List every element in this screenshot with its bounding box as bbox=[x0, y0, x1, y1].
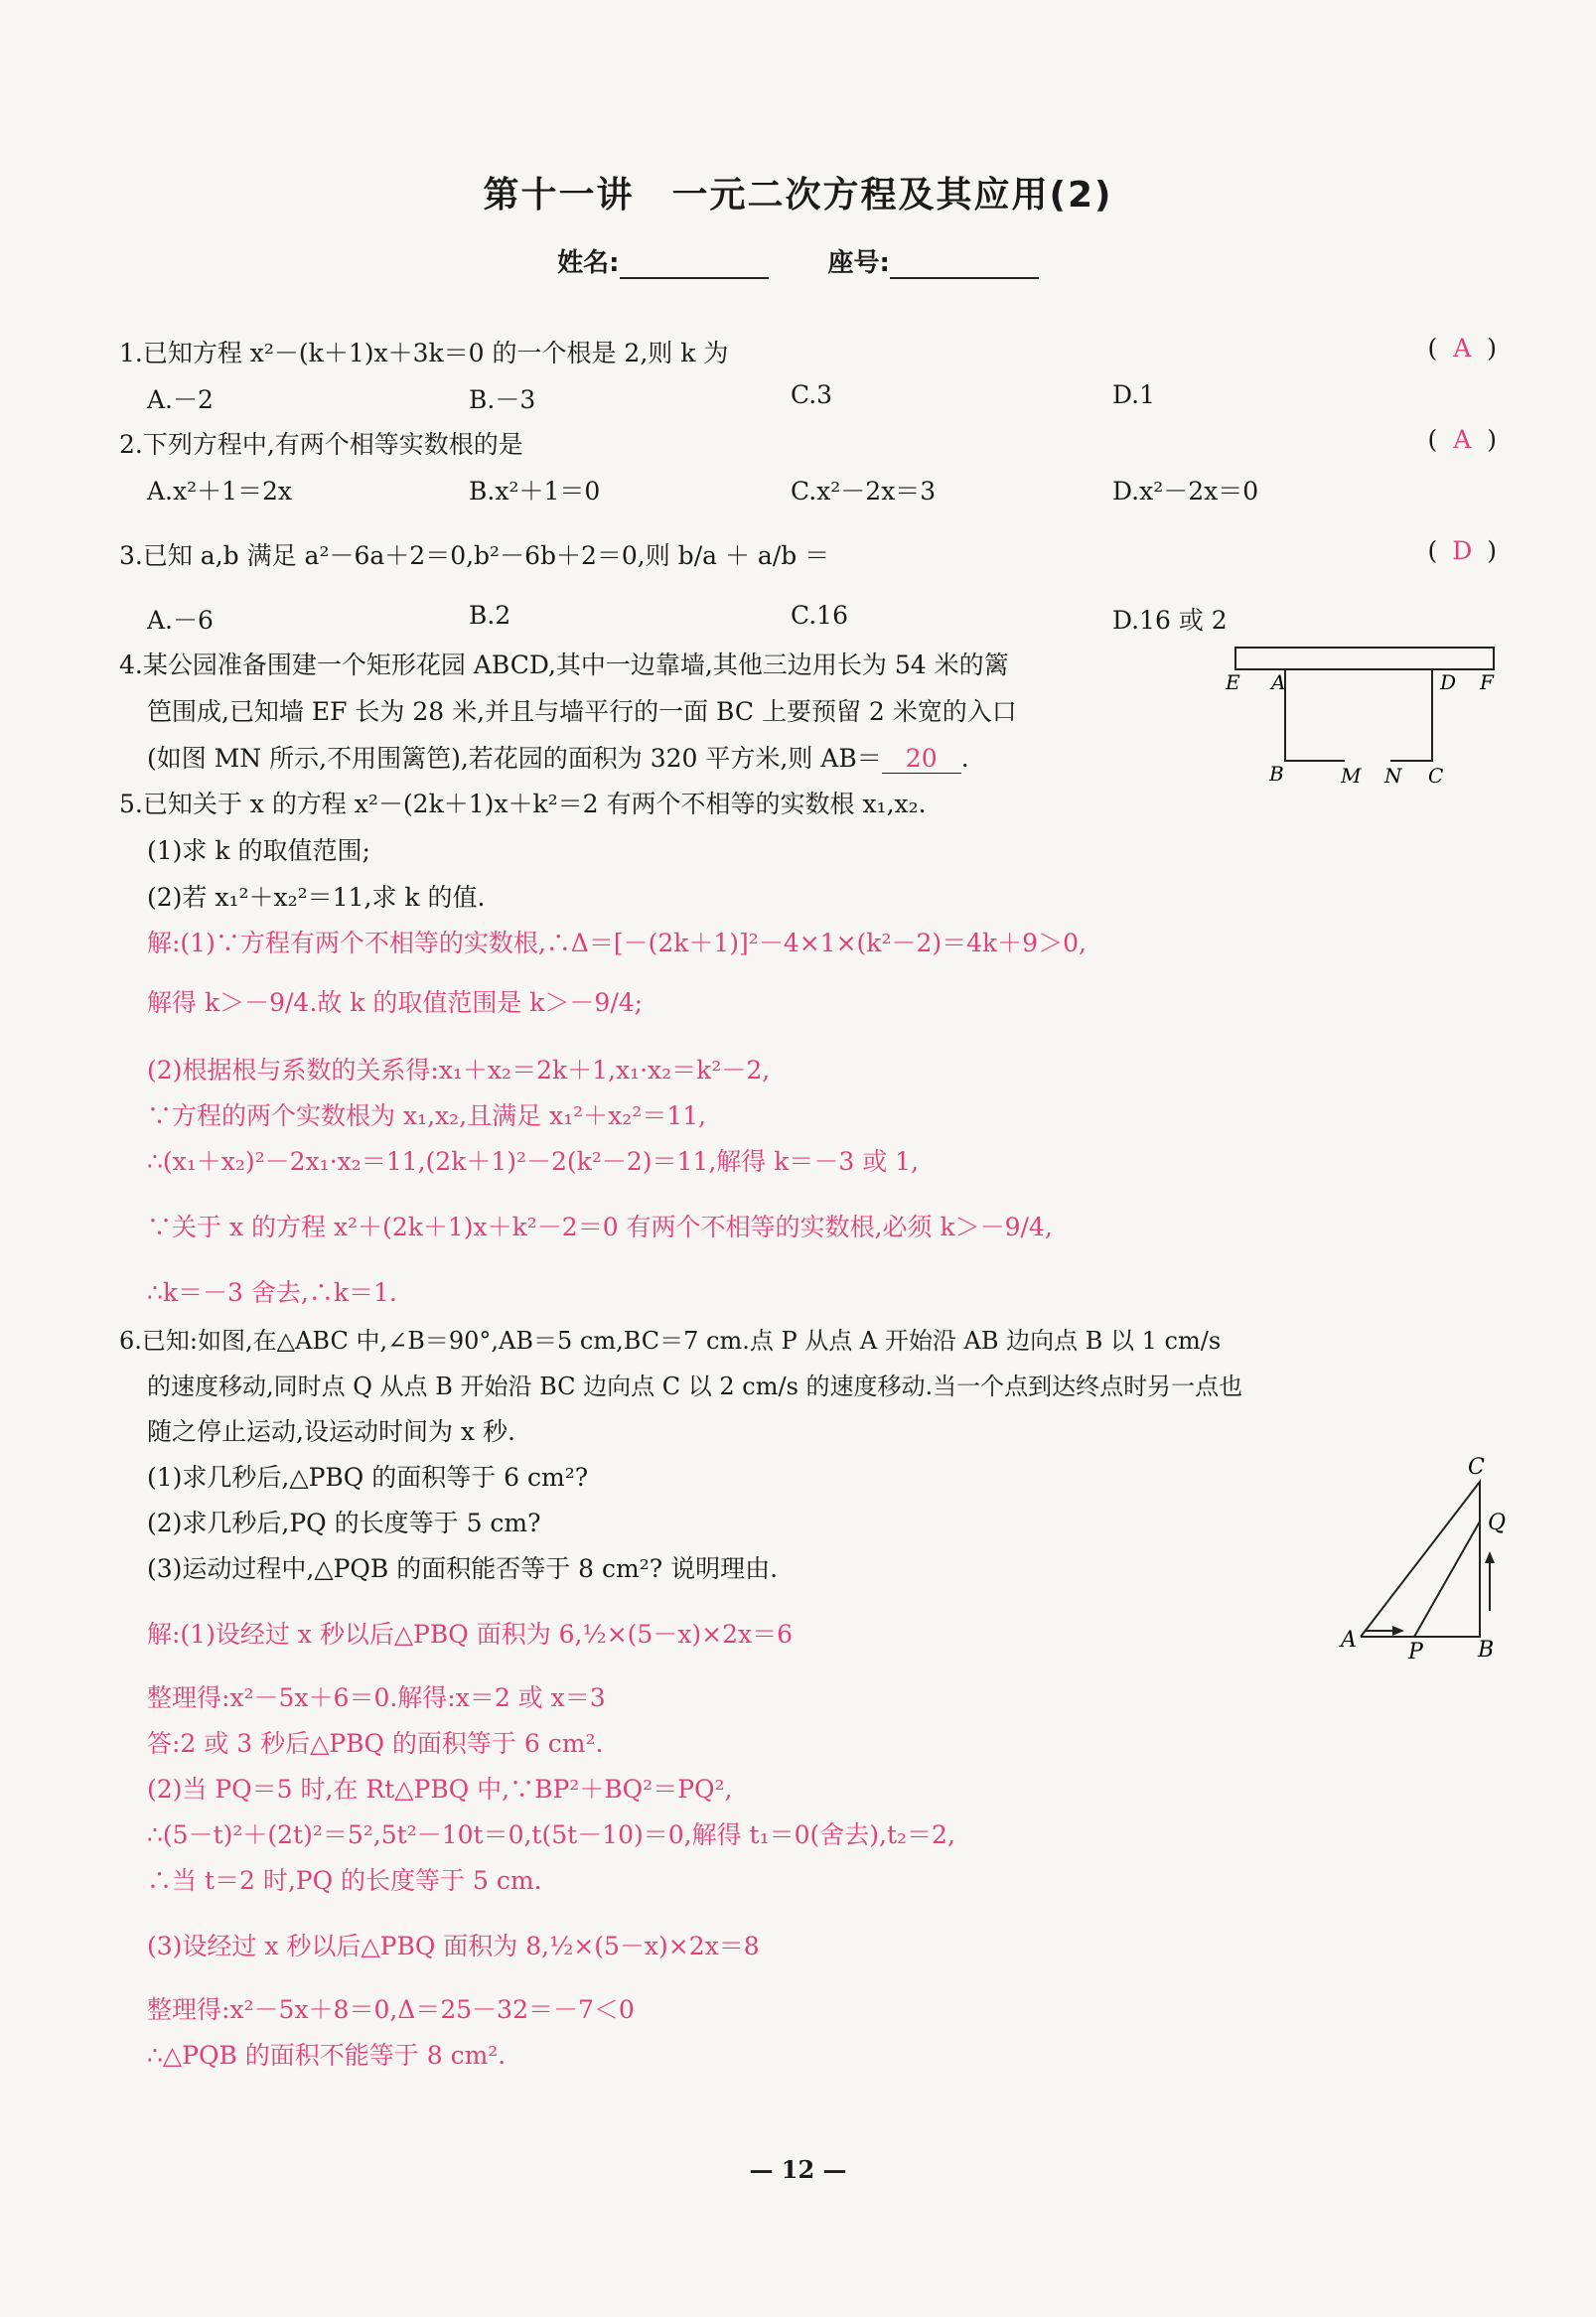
label-p: P bbox=[1408, 1640, 1423, 1661]
q6-solution-4: (2)当 PQ＝5 时,在 Rt△PBQ 中,∵BP²＋BQ²＝PQ², bbox=[147, 1775, 733, 1804]
q4-answer: 20 bbox=[882, 744, 961, 774]
q6-solution-6: ∴当 t＝2 时,PQ 的长度等于 5 cm. bbox=[147, 1866, 542, 1895]
q6-solution-3: 答:2 或 3 秒后△PBQ 的面积等于 6 cm². bbox=[147, 1729, 604, 1758]
q6-solution-2: 整理得:x²－5x＋6＝0.解得:x＝2 或 x＝3 bbox=[147, 1683, 606, 1712]
label-c: C bbox=[1468, 1455, 1485, 1480]
page-number: — 12 — bbox=[749, 2155, 847, 2184]
q1-stem: 1.已知方程 x²－(k＋1)x＋3k＝0 的一个根是 2,则 k 为 bbox=[119, 339, 729, 367]
q6-solution-9: ∴△PQB 的面积不能等于 8 cm². bbox=[147, 2041, 507, 2070]
q4-line-1: 4.某公园准备围建一个矩形花园 ABCD,其中一边靠墙,其他三边用长为 54 米的篱 bbox=[119, 651, 1009, 679]
label-a: A bbox=[1271, 670, 1286, 694]
q6-solution-5: ∴(5－t)²＋(2t)²＝5²,5t²－10t＝0,t(5t－10)＝0,解得 t₁＝0(舍去),t₂＝2, bbox=[147, 1820, 955, 1849]
q6-line-5: (2)求几秒后,PQ 的长度等于 5 cm? bbox=[147, 1509, 541, 1537]
q5-solution-4: ∵方程的两个实数根为 x₁,x₂,且满足 x₁²＋x₂²＝11, bbox=[147, 1101, 707, 1130]
q6-solution-8: 整理得:x²－5x＋8＝0,Δ＝25－32＝－7＜0 bbox=[147, 1995, 635, 2024]
q4-garden-figure bbox=[1224, 644, 1502, 793]
q5-solution-7: ∴k＝－3 舍去,∴k＝1. bbox=[147, 1278, 397, 1307]
q3-option-b: B.2 bbox=[469, 601, 511, 630]
q4-line-3-text: (如图 MN 所示,不用围篱笆),若花园的面积为 320 平方米,则 AB＝ bbox=[147, 744, 882, 773]
seat-blank[interactable] bbox=[890, 251, 1039, 279]
arrow-right-icon bbox=[1392, 1626, 1404, 1636]
q5-solution-3: (2)根据根与系数的关系得:x₁＋x₂＝2k＋1,x₁·x₂＝k²－2, bbox=[147, 1056, 771, 1085]
q6-line-4: (1)求几秒后,△PBQ 的面积等于 6 cm²? bbox=[147, 1463, 589, 1492]
q2-option-b: B.x²＋1＝0 bbox=[469, 477, 601, 506]
seat-label: 座号: bbox=[827, 248, 890, 278]
triangle-abc bbox=[1361, 1482, 1480, 1637]
q1-option-d: D.1 bbox=[1112, 380, 1156, 409]
name-blank[interactable] bbox=[620, 251, 769, 279]
q6-solution-7: (3)设经过 x 秒以后△PBQ 面积为 8,½×(5－x)×2x＝8 bbox=[147, 1932, 760, 1960]
name-seat-line bbox=[0, 242, 1596, 279]
q3-option-c: C.16 bbox=[791, 601, 848, 630]
q5-solution-5: ∴(x₁＋x₂)²－2x₁·x₂＝11,(2k＋1)²－2(k²－2)＝11,解得 k＝－3 或 1, bbox=[147, 1147, 920, 1176]
q2-answer: A bbox=[1453, 425, 1472, 454]
label-e: E bbox=[1226, 670, 1240, 694]
wall-ef bbox=[1235, 648, 1494, 669]
label-n: N bbox=[1384, 764, 1402, 788]
q5-line-1: 5.已知关于 x 的方程 x²－(2k＋1)x＋k²＝2 有两个不相等的实数根 x₁,x₂. bbox=[119, 790, 927, 818]
label-q: Q bbox=[1488, 1511, 1507, 1535]
label-a: A bbox=[1341, 1628, 1357, 1653]
q3-stem: 3.已知 a,b 满足 a²－6a＋2＝0,b²－6b＋2＝0,则 b/a ＋ a/b ＝ bbox=[119, 541, 830, 570]
q5-line-2: (1)求 k 的取值范围; bbox=[147, 836, 370, 865]
q5-solution-2: 解得 k＞－9/4.故 k 的取值范围是 k＞－9/4; bbox=[147, 988, 644, 1017]
q1-answer: A bbox=[1453, 334, 1472, 362]
q6-line-6: (3)运动过程中,△PQB 的面积能否等于 8 cm²? 说明理由. bbox=[147, 1554, 779, 1583]
arrow-up-icon bbox=[1485, 1551, 1495, 1563]
label-m: M bbox=[1341, 764, 1362, 788]
q3-answer: D bbox=[1452, 536, 1473, 565]
label-f: F bbox=[1480, 670, 1494, 694]
fence-left bbox=[1285, 669, 1345, 761]
q3-option-a: A.－6 bbox=[147, 606, 214, 635]
q4-end-dot: . bbox=[960, 744, 969, 773]
q2-option-a: A.x²＋1＝2x bbox=[147, 477, 293, 506]
label-b: B bbox=[1269, 762, 1284, 786]
segment-pq bbox=[1414, 1521, 1480, 1637]
label-c: C bbox=[1428, 764, 1444, 788]
q1-answer-bracket: ( A ) bbox=[1427, 334, 1497, 362]
label-d: D bbox=[1440, 670, 1457, 694]
q5-line-3: (2)若 x₁²＋x₂²＝11,求 k 的值. bbox=[147, 883, 486, 912]
q4-line-3 bbox=[147, 739, 969, 775]
q6-line-2: 的速度移动,同时点 Q 从点 B 开始沿 BC 边向点 C 以 2 cm/s 的速度移动.当一个点到达终点时另一点也 bbox=[147, 1373, 1243, 1400]
q3-answer-bracket: ( D ) bbox=[1427, 536, 1497, 565]
page-title: 第十一讲 一元二次方程及其应用(2) bbox=[483, 175, 1113, 216]
q6-triangle-figure bbox=[1331, 1452, 1510, 1661]
q1-option-b: B.－3 bbox=[469, 385, 536, 414]
q2-answer-bracket: ( A ) bbox=[1427, 425, 1497, 454]
q6-line-3: 随之停止运动,设运动时间为 x 秒. bbox=[147, 1417, 515, 1446]
q1-option-c: C.3 bbox=[791, 380, 833, 409]
q6-solution-1: 解:(1)设经过 x 秒以后△PBQ 面积为 6,½×(5－x)×2x＝6 bbox=[147, 1620, 794, 1649]
q5-solution-1: 解:(1)∵方程有两个不相等的实数根,∴Δ＝[－(2k＋1)]²－4×1×(k²－2)＝4k＋9＞0, bbox=[147, 929, 1087, 957]
q2-option-c: C.x²－2x＝3 bbox=[791, 477, 937, 506]
name-label: 姓名: bbox=[557, 248, 620, 278]
q4-line-2: 笆围成,已知墙 EF 长为 28 米,并且与墙平行的一面 BC 上要预留 2 米宽的入口 bbox=[147, 697, 1017, 726]
q1-option-a: A.－2 bbox=[147, 385, 214, 414]
label-b: B bbox=[1478, 1638, 1495, 1661]
fence-right bbox=[1390, 669, 1432, 761]
q3-option-d: D.16 或 2 bbox=[1112, 606, 1228, 635]
q2-stem: 2.下列方程中,有两个相等实数根的是 bbox=[119, 430, 523, 459]
q5-solution-6: ∵关于 x 的方程 x²＋(2k＋1)x＋k²－2＝0 有两个不相等的实数根,必须 k＞－9/4, bbox=[147, 1213, 1053, 1241]
q2-option-d: D.x²－2x＝0 bbox=[1112, 477, 1259, 506]
q6-line-1: 6.已知:如图,在△ABC 中,∠B＝90°,AB＝5 cm,BC＝7 cm.点 P 从点 A 开始沿 AB 边向点 B 以 1 cm/s bbox=[119, 1327, 1222, 1355]
